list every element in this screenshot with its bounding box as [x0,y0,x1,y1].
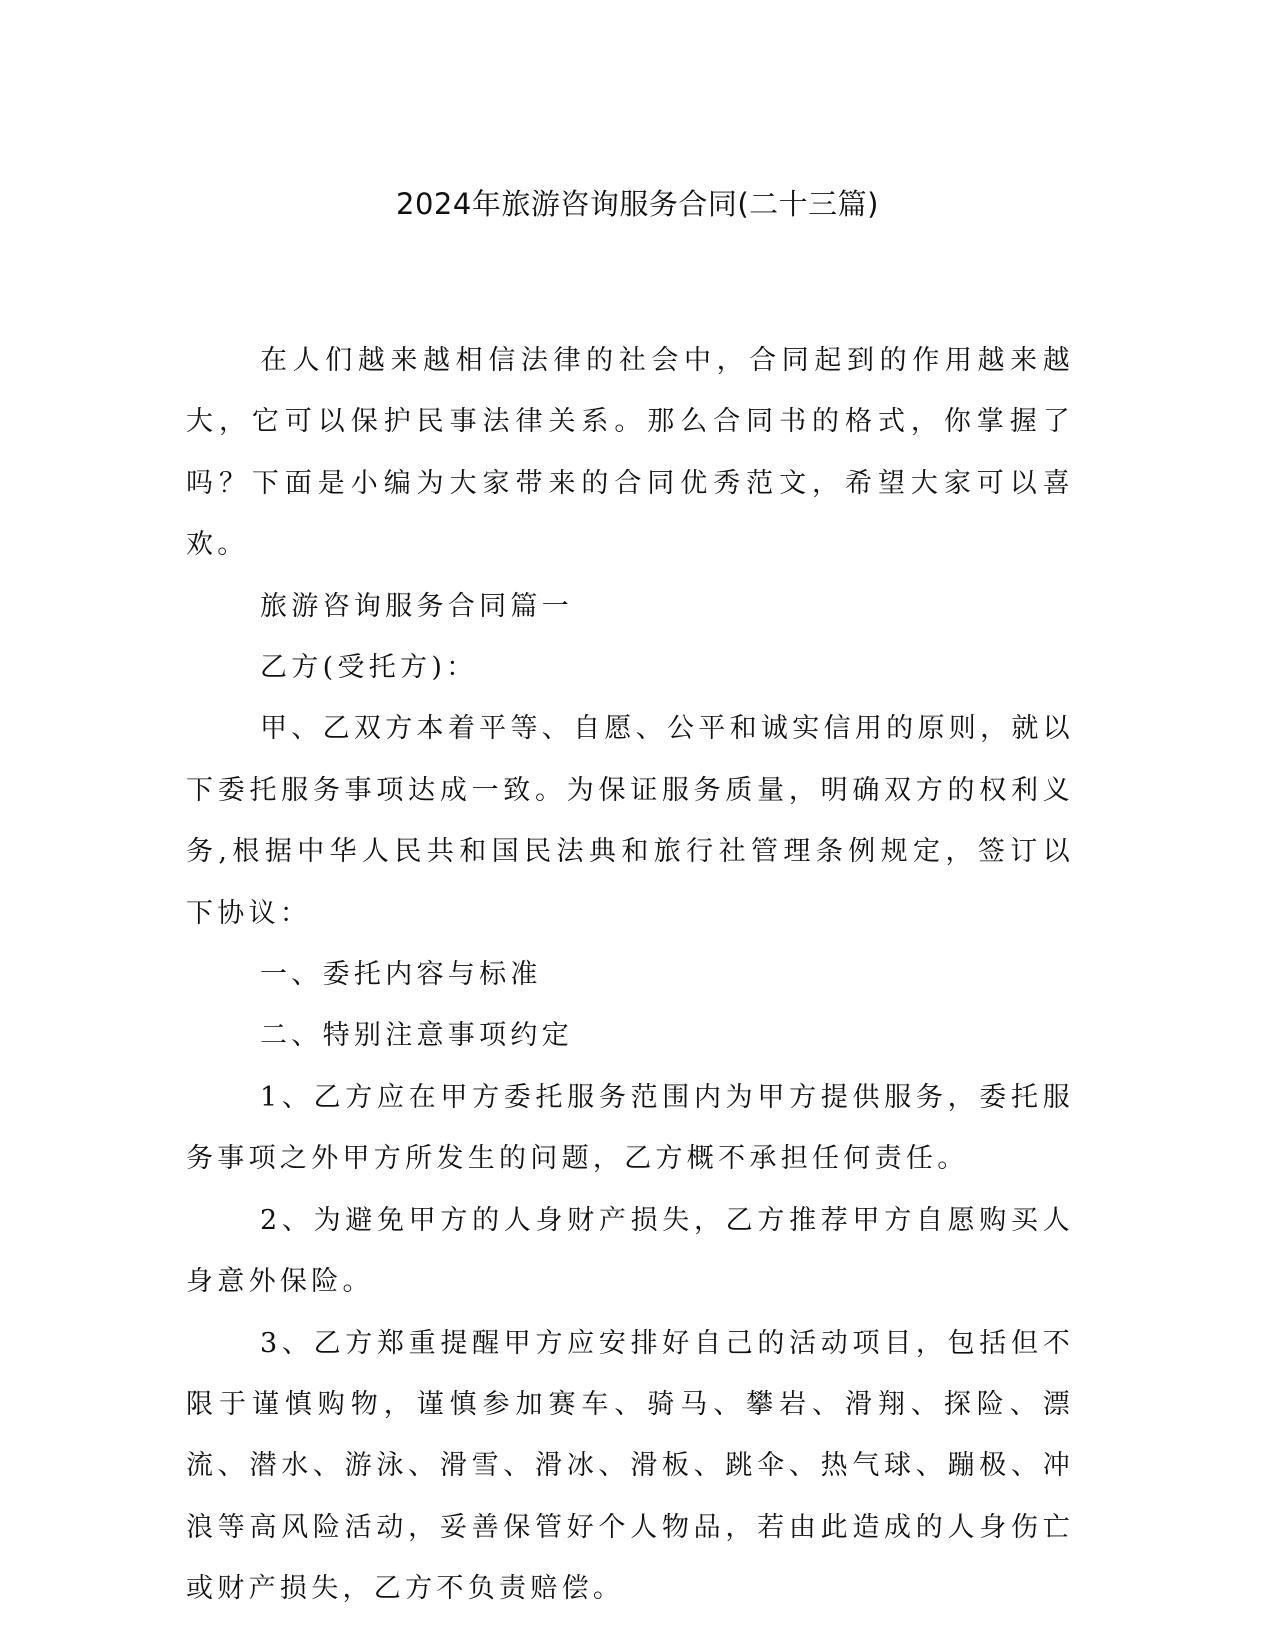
section-heading-part-one: 旅游咨询服务合同篇一 [260,590,573,622]
clause-heading-1: 一、委托内容与标准 [260,959,542,991]
document-body [186,330,1074,1620]
clause-item-2: 2、为避免甲方的人身财产损失，乙方推荐甲方自愿购买人身意外保险。 [186,1204,1074,1298]
clause-item-3: 3、乙方郑重提醒甲方应安排好自己的活动项目，包括但不限于谨慎购物，谨慎参加赛车、骑马、攀岩、滑翔、探险、漂流、潜水、游泳、滑雪、滑冰、滑板、跳伞、热气球、蹦极、冲浪等高风险活动，妥善保管好个人物品，若由此造成的人身伤亡或财产损失，乙方不负责赔偿。 [186,1327,1074,1605]
clause-item-1: 1、乙方应在甲方委托服务范围内为甲方提供服务，委托服务事项之外甲方所发生的问题，乙方概不承担任何责任。 [186,1081,1074,1175]
clause-heading-2: 二、特别注意事项约定 [260,1020,573,1052]
intro-paragraph: 在人们越来越相信法律的社会中，合同起到的作用越来越大，它可以保护民事法律关系。那么合同书的格式，你掌握了吗？下面是小编为大家带来的合同优秀范文，希望大家可以喜欢。 [186,345,1074,561]
party-b-line: 乙方(受托方)： [260,652,478,684]
document-title: 2024年旅游咨询服务合同(二十三篇) [396,187,879,221]
agreement-preamble: 甲、乙双方本着平等、自愿、公平和诚实信用的原则，就以下委托服务事项达成一致。为保证服务质量，明确双方的权利义务,根据中华人民共和国民法典和旅行社管理条例规定，签订以下协议： [186,713,1074,929]
